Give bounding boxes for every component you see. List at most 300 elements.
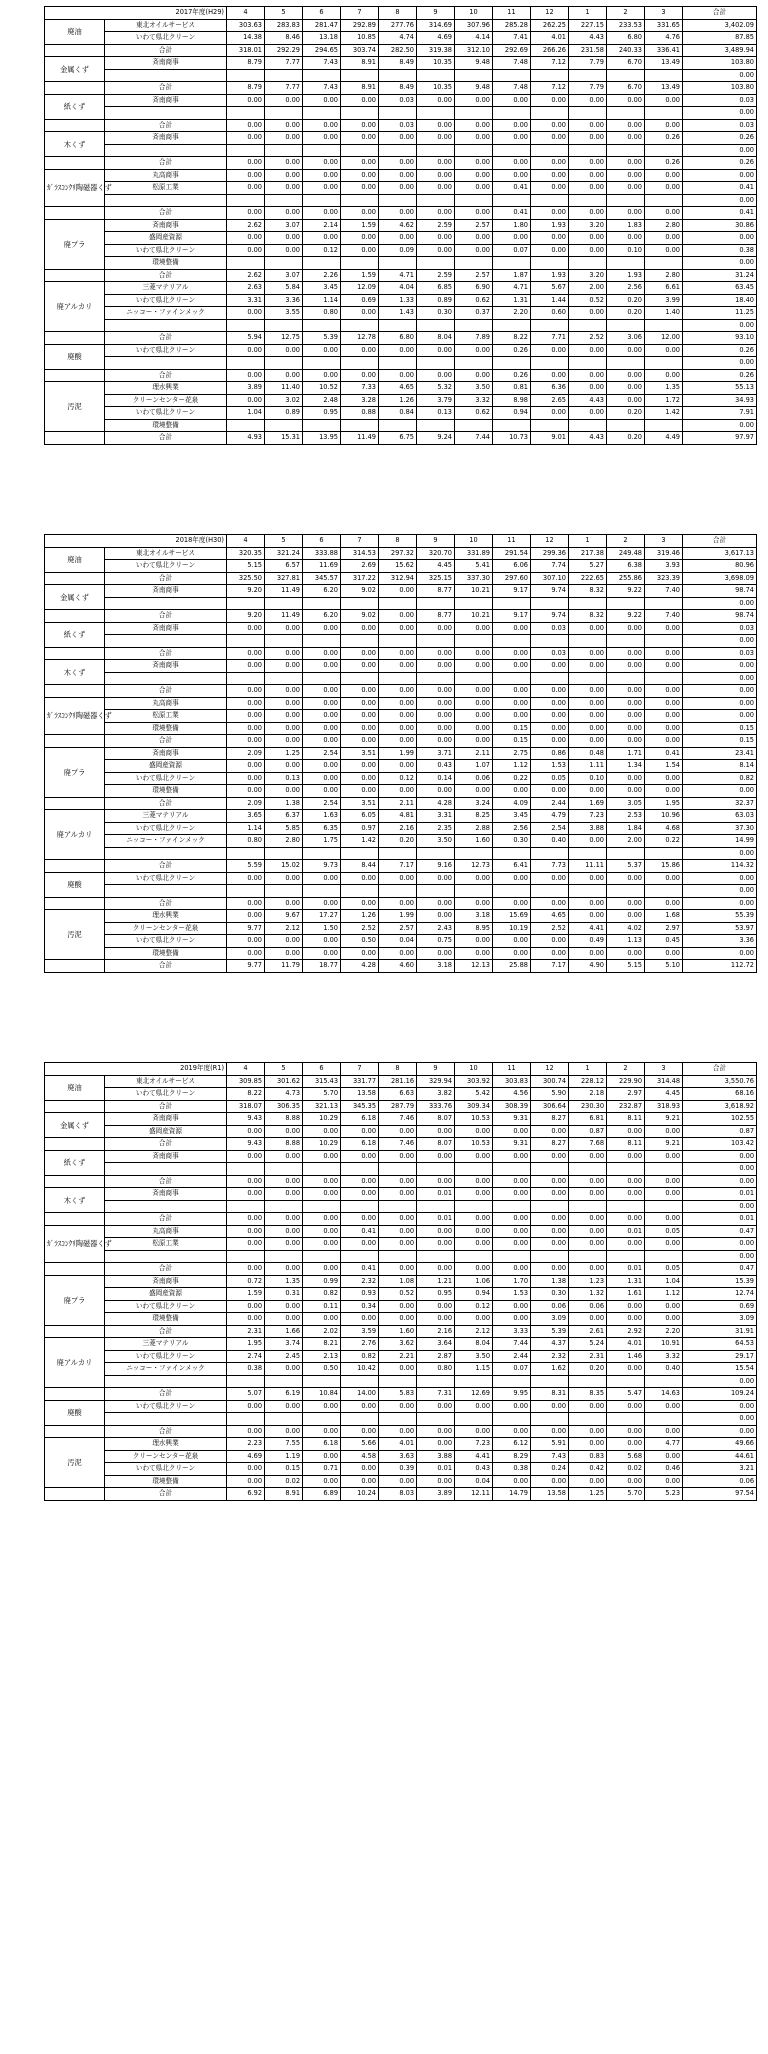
month-value [227, 885, 265, 898]
month-value: 0.00 [303, 1225, 341, 1238]
month-value: 0.62 [455, 294, 493, 307]
subtotal-label: 合計 [105, 1138, 227, 1151]
supplier-name [105, 107, 227, 120]
month-value: 2.87 [417, 1350, 455, 1363]
data-row [45, 32, 757, 45]
month-value: 0.00 [303, 1450, 341, 1463]
subtotal-value: 230.30 [569, 1100, 607, 1113]
month-value: 2.80 [265, 835, 303, 848]
subtotal-value: 2.44 [531, 797, 569, 810]
subtotal-value: 0.00 [417, 647, 455, 660]
month-value: 0.00 [303, 947, 341, 960]
month-value: 0.00 [607, 622, 645, 635]
month-value [531, 69, 569, 82]
month-value: 0.13 [417, 407, 455, 420]
category-name: 木くず [45, 132, 105, 157]
subtotal-value: 10.29 [303, 1138, 341, 1151]
month-value: 0.00 [493, 1475, 531, 1488]
month-header: 5 [265, 7, 303, 20]
month-value: 8.04 [455, 1338, 493, 1351]
data-row [45, 244, 757, 257]
month-value: 4.01 [531, 32, 569, 45]
month-value [607, 847, 645, 860]
month-value: 0.00 [227, 1125, 265, 1138]
month-value: 1.50 [303, 922, 341, 935]
subtotal-total: 31.24 [683, 269, 757, 282]
subtotal-total: 0.15 [683, 735, 757, 748]
month-value: 0.00 [265, 1188, 303, 1201]
subtotal-value: 0.00 [379, 685, 417, 698]
supplier-name: いわて県北クリーン [105, 822, 227, 835]
supplier-name: 斉南商事 [105, 219, 227, 232]
month-value [379, 1163, 417, 1176]
month-value: 4.04 [379, 282, 417, 295]
month-value [417, 1375, 455, 1388]
month-value: 1.26 [379, 394, 417, 407]
month-value: 0.00 [569, 244, 607, 257]
month-value: 0.00 [645, 1300, 683, 1313]
month-value: 0.00 [569, 660, 607, 673]
subtotal-label: 合計 [105, 1175, 227, 1188]
subtotal-value: 1.59 [341, 269, 379, 282]
month-value: 0.00 [303, 660, 341, 673]
month-value: 0.00 [645, 1125, 683, 1138]
month-value [227, 144, 265, 157]
month-value [455, 107, 493, 120]
month-value: 0.00 [531, 722, 569, 735]
month-value: 1.19 [265, 1450, 303, 1463]
month-value: 1.53 [493, 1288, 531, 1301]
subtotal-label: 合計 [105, 44, 227, 57]
supplier-name: いわて県北クリーン [105, 935, 227, 948]
fiscal-year-title: 2017年度(H29) [45, 7, 227, 20]
month-header: 8 [379, 1063, 417, 1076]
month-value [493, 107, 531, 120]
month-value: 0.00 [455, 947, 493, 960]
month-value: 0.00 [303, 785, 341, 798]
row-total: 14.99 [683, 835, 757, 848]
subtotal-value: 2.12 [455, 1325, 493, 1338]
supplier-name: 理水興業 [105, 1438, 227, 1451]
subtotal-value: 0.00 [455, 735, 493, 748]
subtotal-value: 306.64 [531, 1100, 569, 1113]
month-value: 2.09 [227, 747, 265, 760]
subtotal-total: 112.72 [683, 960, 757, 973]
subtotal-value: 240.33 [607, 44, 645, 57]
subtotal-value: 9.01 [531, 432, 569, 445]
subtotal-value: 7.77 [265, 82, 303, 95]
subtotal-value: 4.93 [227, 432, 265, 445]
data-row [45, 810, 757, 823]
blank-cell [45, 269, 105, 282]
month-value: 0.38 [493, 1463, 531, 1476]
subtotal-row [45, 735, 757, 748]
month-value [493, 194, 531, 207]
month-value [569, 357, 607, 370]
subtotal-value: 0.00 [455, 207, 493, 220]
month-value: 285.28 [493, 19, 531, 32]
subtotal-value: 11.49 [341, 432, 379, 445]
month-value [455, 69, 493, 82]
month-value [417, 1250, 455, 1263]
subtotal-label: 合計 [105, 369, 227, 382]
month-value [303, 1163, 341, 1176]
month-value: 9.43 [227, 1113, 265, 1126]
subtotal-value: 1.87 [493, 269, 531, 282]
month-value: 3.50 [455, 382, 493, 395]
month-value: 0.00 [569, 910, 607, 923]
month-value: 0.00 [417, 697, 455, 710]
month-value [265, 69, 303, 82]
month-value: 0.41 [645, 747, 683, 760]
subtotal-total: 103.80 [683, 82, 757, 95]
month-value: 0.43 [455, 1463, 493, 1476]
month-value: 12.09 [341, 282, 379, 295]
subtotal-value: 9.21 [645, 1138, 683, 1151]
month-value: 5.42 [455, 1088, 493, 1101]
subtotal-value: 6.70 [607, 82, 645, 95]
month-value: 0.00 [303, 1475, 341, 1488]
month-value: 1.60 [455, 835, 493, 848]
month-value [265, 1375, 303, 1388]
month-value: 0.00 [303, 182, 341, 195]
month-value: 0.26 [493, 344, 531, 357]
month-value: 8.25 [455, 810, 493, 823]
month-value: 0.00 [227, 132, 265, 145]
subtotal-value: 0.00 [227, 1175, 265, 1188]
subtotal-value: 255.86 [607, 572, 645, 585]
subtotal-value: 11.11 [569, 860, 607, 873]
month-value: 0.00 [379, 344, 417, 357]
month-value [265, 319, 303, 332]
month-value: 3.93 [645, 560, 683, 573]
data-row [45, 282, 757, 295]
month-header: 7 [341, 7, 379, 20]
data-row [45, 1413, 757, 1426]
month-value: 6.35 [303, 822, 341, 835]
month-value: 0.00 [227, 94, 265, 107]
month-value: 0.00 [607, 1475, 645, 1488]
month-value: 3.51 [341, 747, 379, 760]
month-value [265, 1163, 303, 1176]
month-value: 0.20 [379, 835, 417, 848]
supplier-name: 環境整備 [105, 257, 227, 270]
subtotal-label: 合計 [105, 1325, 227, 1338]
supplier-name: いわて県北クリーン [105, 1463, 227, 1476]
data-row [45, 319, 757, 332]
subtotal-value: 323.39 [645, 572, 683, 585]
supplier-name: 東北オイルサービス [105, 19, 227, 32]
month-value: 0.00 [531, 344, 569, 357]
month-value: 0.80 [227, 835, 265, 848]
month-value: 2.65 [531, 394, 569, 407]
month-value [379, 1413, 417, 1426]
row-total: 0.00 [683, 885, 757, 898]
month-value: 2.59 [417, 219, 455, 232]
month-value: 0.43 [417, 760, 455, 773]
month-header: 7 [341, 535, 379, 548]
month-value: 315.43 [303, 1075, 341, 1088]
month-value: 0.86 [531, 747, 569, 760]
month-value: 0.00 [607, 1313, 645, 1326]
subtotal-value: 7.89 [455, 332, 493, 345]
month-value: 0.05 [645, 1225, 683, 1238]
month-value: 0.00 [227, 622, 265, 635]
supplier-name [105, 1413, 227, 1426]
month-value: 0.88 [341, 407, 379, 420]
month-value: 1.38 [531, 1275, 569, 1288]
month-value [303, 419, 341, 432]
month-value: 0.00 [455, 1150, 493, 1163]
subtotal-value: 0.00 [455, 119, 493, 132]
month-value: 0.00 [303, 1238, 341, 1251]
blank-cell [45, 1263, 105, 1276]
month-value: 301.62 [265, 1075, 303, 1088]
subtotal-value: 345.57 [303, 572, 341, 585]
month-value [645, 885, 683, 898]
subtotal-value: 8.35 [569, 1388, 607, 1401]
blank-cell [45, 207, 105, 220]
subtotal-label: 合計 [105, 647, 227, 660]
subtotal-row [45, 269, 757, 282]
subtotal-label: 合計 [105, 897, 227, 910]
month-header: 4 [227, 7, 265, 20]
month-value: 6.38 [607, 560, 645, 573]
month-value: 0.00 [227, 1188, 265, 1201]
subtotal-value: 0.00 [379, 735, 417, 748]
subtotal-row [45, 1263, 757, 1276]
month-value: 0.04 [455, 1475, 493, 1488]
month-value [303, 319, 341, 332]
month-value: 7.46 [379, 1113, 417, 1126]
subtotal-value: 10.73 [493, 432, 531, 445]
subtotal-value: 12.00 [645, 332, 683, 345]
month-value [493, 257, 531, 270]
month-value [341, 1250, 379, 1263]
month-value: 0.00 [417, 182, 455, 195]
month-value: 3.79 [417, 394, 455, 407]
month-value: 10.21 [455, 585, 493, 598]
row-total: 0.38 [683, 244, 757, 257]
row-total: 80.96 [683, 560, 757, 573]
subtotal-value: 0.00 [265, 119, 303, 132]
subtotal-value: 266.26 [531, 44, 569, 57]
month-value: 0.00 [227, 1463, 265, 1476]
month-value: 0.00 [493, 169, 531, 182]
month-value [227, 1163, 265, 1176]
month-value: 0.00 [645, 1475, 683, 1488]
subtotal-value: 222.65 [569, 572, 607, 585]
subtotal-label: 合計 [105, 685, 227, 698]
category-name: 廃酸 [45, 344, 105, 369]
category-name: 廃酸 [45, 1400, 105, 1425]
subtotal-value: 0.00 [645, 207, 683, 220]
category-name: 汚泥 [45, 910, 105, 960]
month-value [607, 194, 645, 207]
month-value [341, 419, 379, 432]
month-value: 15.62 [379, 560, 417, 573]
month-value [303, 1200, 341, 1213]
month-value: 0.00 [569, 169, 607, 182]
subtotal-value: 7.79 [569, 82, 607, 95]
month-value: 0.82 [341, 1350, 379, 1363]
month-value: 0.50 [341, 935, 379, 948]
month-value: 0.00 [265, 1125, 303, 1138]
supplier-name: 斉南商事 [105, 132, 227, 145]
month-value: 0.00 [531, 232, 569, 245]
subtotal-value: 13.95 [303, 432, 341, 445]
month-value: 0.00 [341, 722, 379, 735]
category-name: 廃アルカリ [45, 1338, 105, 1388]
month-value: 9.31 [493, 1113, 531, 1126]
data-row [45, 622, 757, 635]
month-value: 4.01 [607, 1338, 645, 1351]
month-value [417, 1163, 455, 1176]
subtotal-value: 7.17 [379, 860, 417, 873]
subtotal-value: 0.00 [379, 369, 417, 382]
month-value: 314.48 [645, 1075, 683, 1088]
subtotal-value: 12.13 [455, 960, 493, 973]
subtotal-label: 合計 [105, 119, 227, 132]
subtotal-value: 231.58 [569, 44, 607, 57]
data-row [45, 1475, 757, 1488]
subtotal-value: 292.69 [493, 44, 531, 57]
data-row [45, 1125, 757, 1138]
month-value [607, 1250, 645, 1263]
subtotal-value: 9.02 [341, 610, 379, 623]
month-value: 3.74 [265, 1338, 303, 1351]
data-row [45, 419, 757, 432]
month-value: 0.95 [417, 1288, 455, 1301]
row-total: 0.00 [683, 1238, 757, 1251]
month-value: 0.00 [417, 710, 455, 723]
month-value: 314.69 [417, 19, 455, 32]
subtotal-value: 8.07 [417, 1138, 455, 1151]
month-value: 0.00 [645, 785, 683, 798]
row-total: 55.39 [683, 910, 757, 923]
month-value: 0.00 [227, 182, 265, 195]
month-value: 0.00 [531, 244, 569, 257]
subtotal-value: 2.80 [645, 269, 683, 282]
month-value: 331.77 [341, 1075, 379, 1088]
row-total: 0.00 [683, 1250, 757, 1263]
month-value: 0.00 [645, 232, 683, 245]
month-value [531, 1250, 569, 1263]
month-value [341, 885, 379, 898]
subtotal-value: 7.40 [645, 610, 683, 623]
data-row [45, 307, 757, 320]
subtotal-total: 98.74 [683, 610, 757, 623]
month-value [379, 672, 417, 685]
subtotal-value: 287.79 [379, 1100, 417, 1113]
month-value [379, 597, 417, 610]
month-value [379, 885, 417, 898]
month-value: 11.40 [265, 382, 303, 395]
subtotal-value: 0.00 [227, 157, 265, 170]
month-value [569, 69, 607, 82]
category-name: 木くず [45, 660, 105, 685]
subtotal-label: 合計 [105, 1213, 227, 1226]
month-value [455, 1163, 493, 1176]
month-value: 0.00 [645, 344, 683, 357]
month-value: 8.21 [303, 1338, 341, 1351]
month-value: 0.20 [607, 407, 645, 420]
month-value: 2.00 [607, 835, 645, 848]
data-row [45, 772, 757, 785]
month-value: 2.97 [607, 1088, 645, 1101]
subtotal-value: 307.10 [531, 572, 569, 585]
month-value: 0.00 [607, 169, 645, 182]
month-value: 0.00 [265, 697, 303, 710]
month-value: 0.00 [341, 872, 379, 885]
month-value [569, 672, 607, 685]
month-value: 0.05 [531, 772, 569, 785]
month-header: 3 [645, 535, 683, 548]
month-value: 17.27 [303, 910, 341, 923]
data-row [45, 294, 757, 307]
data-row [45, 585, 757, 598]
subtotal-value: 0.00 [645, 369, 683, 382]
month-value: 0.00 [493, 872, 531, 885]
month-value: 0.00 [227, 660, 265, 673]
month-value: 281.47 [303, 19, 341, 32]
month-value: 249.48 [607, 547, 645, 560]
supplier-name [105, 319, 227, 332]
supplier-name: 斉南商事 [105, 94, 227, 107]
month-value: 303.63 [227, 19, 265, 32]
data-row [45, 1150, 757, 1163]
month-value: 0.00 [227, 722, 265, 735]
month-value: 0.00 [493, 947, 531, 960]
subtotal-value: 0.00 [493, 119, 531, 132]
row-total: 0.69 [683, 1300, 757, 1313]
month-value: 0.00 [645, 244, 683, 257]
month-value [379, 107, 417, 120]
month-value: 0.00 [569, 1475, 607, 1488]
month-value: 0.71 [303, 1463, 341, 1476]
subtotal-row [45, 157, 757, 170]
month-value [417, 357, 455, 370]
month-value: 0.00 [607, 132, 645, 145]
supplier-name: 丸高商事 [105, 697, 227, 710]
month-value: 0.00 [379, 785, 417, 798]
month-value: 0.00 [265, 1363, 303, 1376]
month-value: 3.32 [455, 394, 493, 407]
month-value: 0.00 [417, 947, 455, 960]
month-value: 0.52 [569, 294, 607, 307]
month-value: 0.00 [607, 382, 645, 395]
row-total: 0.00 [683, 660, 757, 673]
month-value: 5.67 [531, 282, 569, 295]
month-value: 6.18 [303, 1438, 341, 1451]
month-value: 8.29 [493, 1450, 531, 1463]
subtotal-value: 0.00 [265, 1213, 303, 1226]
data-row [45, 257, 757, 270]
row-total: 49.66 [683, 1438, 757, 1451]
subtotal-value: 3.89 [417, 1488, 455, 1501]
month-value: 4.69 [417, 32, 455, 45]
month-value: 1.14 [227, 822, 265, 835]
month-header: 3 [645, 1063, 683, 1076]
month-value: 0.00 [645, 169, 683, 182]
subtotal-value: 319.38 [417, 44, 455, 57]
subtotal-label: 合計 [105, 1488, 227, 1501]
month-value: 329.94 [417, 1075, 455, 1088]
month-value [417, 597, 455, 610]
subtotal-value: 12.11 [455, 1488, 493, 1501]
month-value [645, 1413, 683, 1426]
month-value: 0.00 [531, 94, 569, 107]
